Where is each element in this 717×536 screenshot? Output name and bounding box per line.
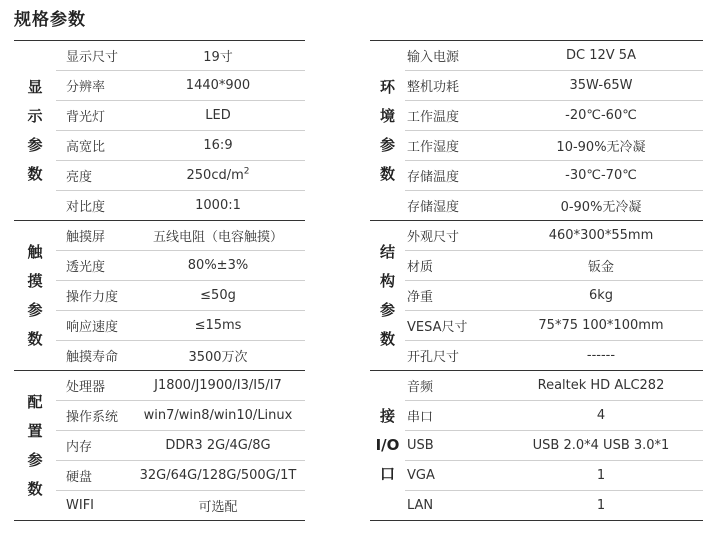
spec-key: 输入电源 bbox=[407, 50, 460, 65]
spec-rows bbox=[56, 221, 305, 370]
spec-row bbox=[405, 310, 703, 340]
spec-group bbox=[370, 220, 703, 370]
spec-value bbox=[499, 468, 703, 483]
spec-row bbox=[56, 400, 305, 430]
spec-row bbox=[56, 340, 305, 370]
spec-value bbox=[499, 136, 703, 155]
spec-key: 透光度 bbox=[66, 260, 106, 275]
spec-row bbox=[405, 430, 703, 460]
spec-value-text: USB 2.0*4 USB 3.0*1 bbox=[532, 438, 670, 453]
spec-key: 工作湿度 bbox=[407, 140, 460, 155]
spec-key: 串口 bbox=[407, 410, 434, 425]
spec-value bbox=[131, 46, 305, 65]
spec-key: 操作力度 bbox=[66, 290, 119, 305]
spec-value bbox=[131, 346, 305, 365]
spec-value-text: LED bbox=[205, 108, 231, 123]
spec-row bbox=[405, 250, 703, 280]
spec-rows bbox=[405, 371, 703, 520]
group-label bbox=[14, 41, 56, 220]
spec-row bbox=[405, 130, 703, 160]
spec-value-text: 10-90%无冷凝 bbox=[556, 140, 646, 155]
spec-value-text: DDR3 2G/4G/8G bbox=[165, 438, 271, 453]
spec-value-text: -30℃-70℃ bbox=[565, 168, 637, 183]
spec-value bbox=[499, 108, 703, 123]
spec-value-text: 0-90%无冷凝 bbox=[560, 200, 642, 215]
spec-value bbox=[131, 408, 305, 423]
spec-value bbox=[499, 256, 703, 275]
spec-key: VGA bbox=[407, 468, 435, 483]
spec-key: 音频 bbox=[407, 380, 434, 395]
page-title: 规格参数 bbox=[14, 10, 86, 30]
spec-value bbox=[131, 496, 305, 515]
spec-value bbox=[499, 318, 703, 333]
spec-row bbox=[56, 160, 305, 190]
spec-value-text: 250cd/m bbox=[186, 168, 244, 183]
spec-group bbox=[370, 370, 703, 521]
group-label-text: 显 示 参 数 bbox=[27, 77, 43, 183]
spec-value-text: win7/win8/win10/Linux bbox=[143, 408, 293, 423]
spec-value-text: 钣金 bbox=[587, 260, 614, 275]
spec-value-text: 五线电阻（电容触摸） bbox=[152, 230, 283, 245]
spec-rows bbox=[405, 41, 703, 220]
spec-row bbox=[405, 460, 703, 490]
spec-value-superscript: 2 bbox=[243, 166, 250, 177]
spec-row bbox=[56, 490, 305, 520]
spec-row bbox=[56, 430, 305, 460]
spec-value-text: 75*75 100*100mm bbox=[538, 318, 664, 333]
spec-value bbox=[499, 228, 703, 243]
spec-table-right bbox=[370, 40, 703, 521]
spec-value bbox=[131, 168, 305, 183]
spec-row bbox=[56, 221, 305, 250]
spec-key: 存储湿度 bbox=[407, 200, 460, 215]
spec-value bbox=[499, 438, 703, 453]
spec-value-text: 1000:1 bbox=[195, 198, 241, 213]
spec-value-text: -20℃-60℃ bbox=[565, 108, 637, 123]
spec-key: 分辨率 bbox=[66, 80, 106, 95]
spec-value-text: ≤50g bbox=[200, 288, 236, 303]
spec-value-text: 3500万次 bbox=[188, 350, 248, 365]
spec-value-text: DC 12V 5A bbox=[566, 48, 636, 63]
spec-key: 整机功耗 bbox=[407, 80, 460, 95]
spec-row bbox=[56, 190, 305, 220]
spec-group bbox=[14, 370, 305, 521]
spec-value bbox=[131, 318, 305, 333]
spec-value bbox=[131, 288, 305, 303]
spec-row bbox=[405, 371, 703, 400]
spec-row bbox=[56, 41, 305, 70]
spec-row bbox=[56, 70, 305, 100]
spec-value-text: 16:9 bbox=[203, 138, 233, 153]
spec-value-text: 80%±3% bbox=[187, 258, 249, 273]
spec-key: WIFI bbox=[66, 498, 94, 513]
spec-key: LAN bbox=[407, 498, 434, 513]
spec-value-text: Realtek HD ALC282 bbox=[537, 378, 665, 393]
group-label-text: 接 I/O 口 bbox=[375, 407, 400, 483]
spec-value-text: 1 bbox=[596, 468, 606, 483]
spec-key: VESA尺寸 bbox=[407, 320, 468, 335]
spec-row bbox=[405, 490, 703, 520]
spec-row bbox=[56, 130, 305, 160]
group-label-text: 配 置 参 数 bbox=[27, 392, 43, 498]
group-label bbox=[370, 371, 405, 520]
spec-value-text: J1800/J1900/I3/I5/I7 bbox=[154, 378, 282, 393]
group-label bbox=[14, 371, 56, 520]
group-label-text: 结 构 参 数 bbox=[379, 242, 395, 348]
spec-key: 触摸屏 bbox=[66, 230, 106, 245]
spec-key: 触摸寿命 bbox=[66, 350, 119, 365]
spec-row bbox=[56, 100, 305, 130]
spec-value bbox=[131, 258, 305, 273]
spec-table-left bbox=[14, 40, 305, 521]
spec-group bbox=[14, 220, 305, 370]
spec-rows bbox=[405, 221, 703, 370]
spec-value bbox=[499, 78, 703, 93]
spec-row bbox=[405, 340, 703, 370]
spec-key: 硬盘 bbox=[66, 470, 93, 485]
group-label-text: 触 摸 参 数 bbox=[27, 242, 43, 348]
spec-group bbox=[14, 40, 305, 220]
spec-key: 操作系统 bbox=[66, 410, 119, 425]
spec-value bbox=[131, 438, 305, 453]
spec-row bbox=[56, 250, 305, 280]
spec-key: 净重 bbox=[407, 290, 434, 305]
spec-key: 亮度 bbox=[66, 170, 93, 185]
spec-value bbox=[499, 498, 703, 513]
spec-key: 外观尺寸 bbox=[407, 230, 460, 245]
spec-key: 对比度 bbox=[66, 200, 106, 215]
spec-row bbox=[405, 280, 703, 310]
spec-group bbox=[370, 40, 703, 220]
spec-value bbox=[499, 348, 703, 363]
spec-value bbox=[131, 468, 305, 483]
spec-value-text: 可选配 bbox=[198, 500, 238, 515]
group-label-text: 环 境 参 数 bbox=[379, 77, 395, 183]
spec-row bbox=[405, 70, 703, 100]
spec-key: 开孔尺寸 bbox=[407, 350, 460, 365]
spec-value-text: 19寸 bbox=[203, 50, 233, 65]
spec-key: 存储温度 bbox=[407, 170, 460, 185]
spec-row bbox=[405, 400, 703, 430]
spec-value-text: 35W-65W bbox=[569, 78, 633, 93]
spec-rows bbox=[56, 41, 305, 220]
spec-value bbox=[499, 168, 703, 183]
spec-value bbox=[131, 108, 305, 123]
spec-value-text: 1440*900 bbox=[185, 78, 251, 93]
group-label bbox=[14, 221, 56, 370]
spec-key: USB bbox=[407, 438, 434, 453]
spec-value bbox=[131, 198, 305, 213]
spec-value bbox=[131, 138, 305, 153]
spec-value bbox=[499, 408, 703, 423]
spec-key: 工作温度 bbox=[407, 110, 460, 125]
spec-row bbox=[56, 280, 305, 310]
spec-key: 显示尺寸 bbox=[66, 50, 119, 65]
spec-value-text: 6kg bbox=[588, 288, 614, 303]
spec-value bbox=[499, 288, 703, 303]
spec-value bbox=[131, 78, 305, 93]
spec-key: 响应速度 bbox=[66, 320, 119, 335]
spec-value-text: 1 bbox=[596, 498, 606, 513]
spec-value bbox=[499, 48, 703, 63]
spec-row bbox=[405, 100, 703, 130]
spec-rows bbox=[56, 371, 305, 520]
spec-key: 高宽比 bbox=[66, 140, 106, 155]
spec-row bbox=[405, 221, 703, 250]
spec-row bbox=[405, 190, 703, 220]
group-label bbox=[370, 41, 405, 220]
spec-value bbox=[131, 226, 305, 245]
group-label bbox=[370, 221, 405, 370]
spec-row bbox=[56, 371, 305, 400]
spec-row bbox=[56, 310, 305, 340]
spec-value-text: ------ bbox=[586, 348, 616, 363]
spec-value bbox=[131, 378, 305, 393]
spec-value-text: 4 bbox=[596, 408, 606, 423]
spec-key: 处理器 bbox=[66, 380, 106, 395]
spec-row bbox=[56, 460, 305, 490]
spec-value bbox=[499, 378, 703, 393]
spec-value bbox=[499, 196, 703, 215]
spec-key: 内存 bbox=[66, 440, 93, 455]
spec-key: 材质 bbox=[407, 260, 434, 275]
spec-value-text: 32G/64G/128G/500G/1T bbox=[139, 468, 297, 483]
spec-row bbox=[405, 41, 703, 70]
spec-row bbox=[405, 160, 703, 190]
spec-key: 背光灯 bbox=[66, 110, 106, 125]
spec-value-text: 460*300*55mm bbox=[548, 228, 654, 243]
spec-value-text: ≤15ms bbox=[194, 318, 242, 333]
